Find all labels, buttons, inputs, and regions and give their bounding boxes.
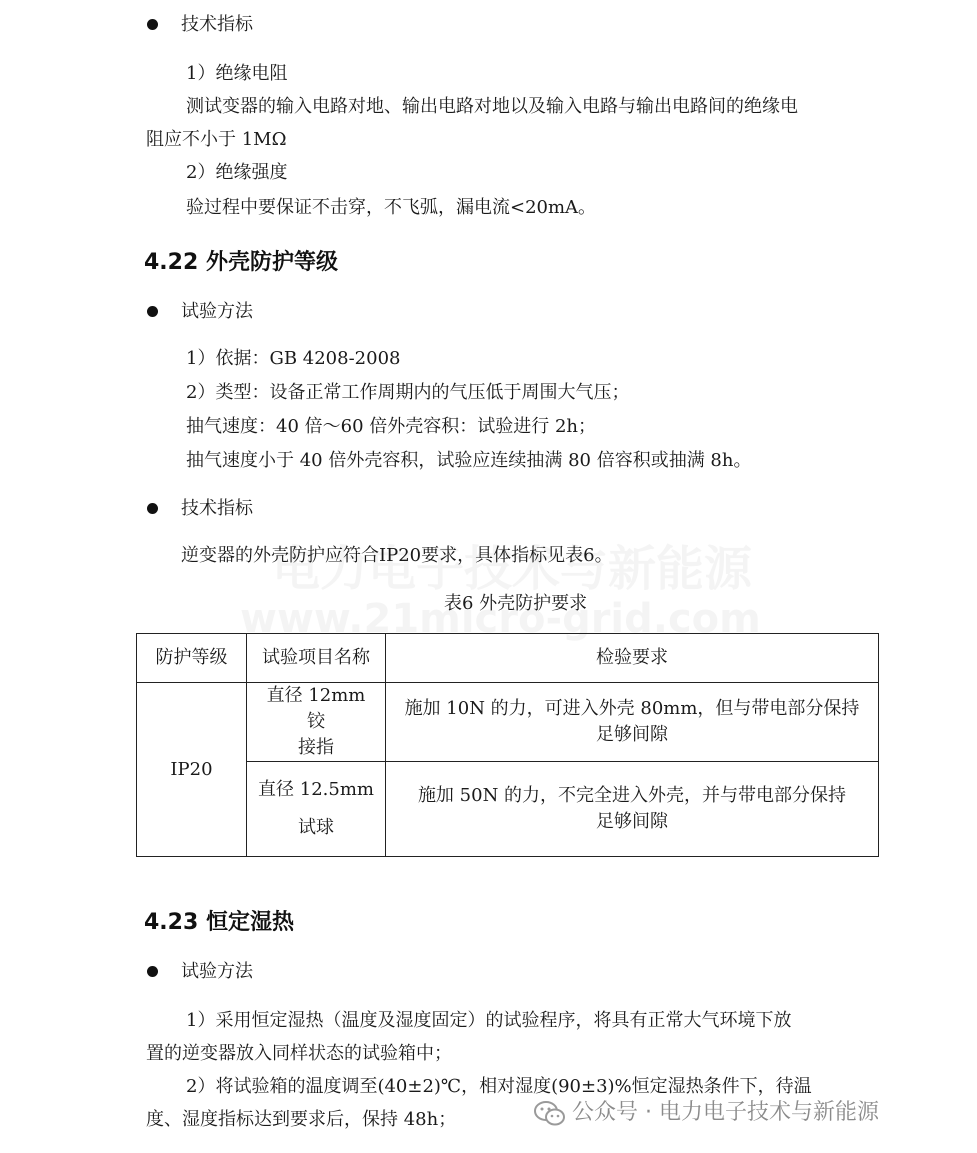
insulation-strength-title: 2）绝缘强度: [186, 162, 288, 183]
method-pump-speed-2: 抽气速度小于 40 倍外壳容积，试验应连续抽满 80 倍容积或抽满 8h。: [186, 450, 752, 471]
bullet-method-label: 试验方法: [181, 301, 253, 322]
bullet-method-label: 试验方法: [181, 961, 253, 982]
test-item-cell: [247, 683, 386, 762]
wechat-icon: [534, 1100, 566, 1128]
insulation-resistance-title: 1）绝缘电阻: [186, 63, 288, 84]
bullet-icon: [147, 306, 158, 317]
insulation-resistance-body-2: 阻应不小于 1MΩ: [146, 129, 287, 150]
method-type: 2）类型：设备正常工作周期内的气压低于周围大气压；: [186, 382, 630, 403]
requirement-cell: [386, 762, 879, 857]
footer-account-name: 公众号 · 电力电子技术与新能源: [572, 1100, 879, 1125]
table-header-cell: 检验要求: [386, 634, 879, 683]
test-item-line: 接指: [298, 737, 334, 758]
bullet-icon: [147, 19, 158, 30]
requirement-line: 施加 50N 的力，不完全进入外壳，并与带电部分保持: [417, 785, 847, 806]
bullet-icon: [147, 503, 158, 514]
insulation-resistance-body-1: 测试变器的输入电路对地、输出电路对地以及输入电路与输出电路间的绝缘电: [186, 96, 798, 117]
test-item-line: 试球: [298, 817, 334, 838]
table-caption: 表6 外壳防护要求: [444, 593, 588, 614]
section-heading-4-22: 4.22 外壳防护等级: [144, 250, 338, 275]
test-item-cell: [247, 762, 386, 857]
table-header-row: [137, 634, 879, 683]
procedure-2-line-1: 2）将试验箱的温度调至(40±2)℃，相对湿度(90±3)%恒定湿热条件下，待温: [186, 1076, 812, 1097]
test-item-line: 直径 12.5mm: [258, 779, 374, 800]
bullet-tech-label: 技术指标: [181, 498, 253, 519]
method-basis: 1）依据：GB 4208-2008: [186, 348, 401, 369]
insulation-strength-body: 验过程中要保证不击穿，不飞弧，漏电流<20mA。: [186, 197, 597, 218]
procedure-1-line-1: 1）采用恒定湿热（温度及湿度固定）的试验程序，将具有正常大气环境下放: [186, 1010, 792, 1031]
table-header-cell: 试验项目名称: [247, 634, 386, 683]
bullet-tech-label: 技术指标: [181, 14, 253, 35]
table-row: [137, 683, 879, 762]
table-header-cell: 防护等级: [137, 634, 247, 683]
method-pump-speed-1: 抽气速度：40 倍～60 倍外壳容积：试验进行 2h；: [186, 416, 597, 437]
protection-table: [136, 633, 879, 857]
requirement-line: 足够间隙: [596, 724, 668, 745]
requirement-line: 足够间隙: [596, 811, 668, 832]
protection-level-cell: IP20: [137, 683, 247, 857]
table-row: [137, 762, 879, 857]
procedure-1-line-2: 置的逆变器放入同样状态的试验箱中；: [146, 1043, 452, 1064]
requirement-line: 施加 10N 的力，可进入外壳 80mm，但与带电部分保持: [404, 698, 860, 719]
procedure-2-line-2: 度、湿度指标达到要求后，保持 48h；: [146, 1109, 457, 1130]
bullet-icon: [147, 966, 158, 977]
test-item-line: 直径 12mm 铰: [266, 685, 366, 732]
requirement-cell: [386, 683, 879, 762]
section-heading-4-23: 4.23 恒定湿热: [144, 910, 294, 935]
tech-body: 逆变器的外壳防护应符合IP20要求，具体指标见表6。: [181, 545, 613, 566]
